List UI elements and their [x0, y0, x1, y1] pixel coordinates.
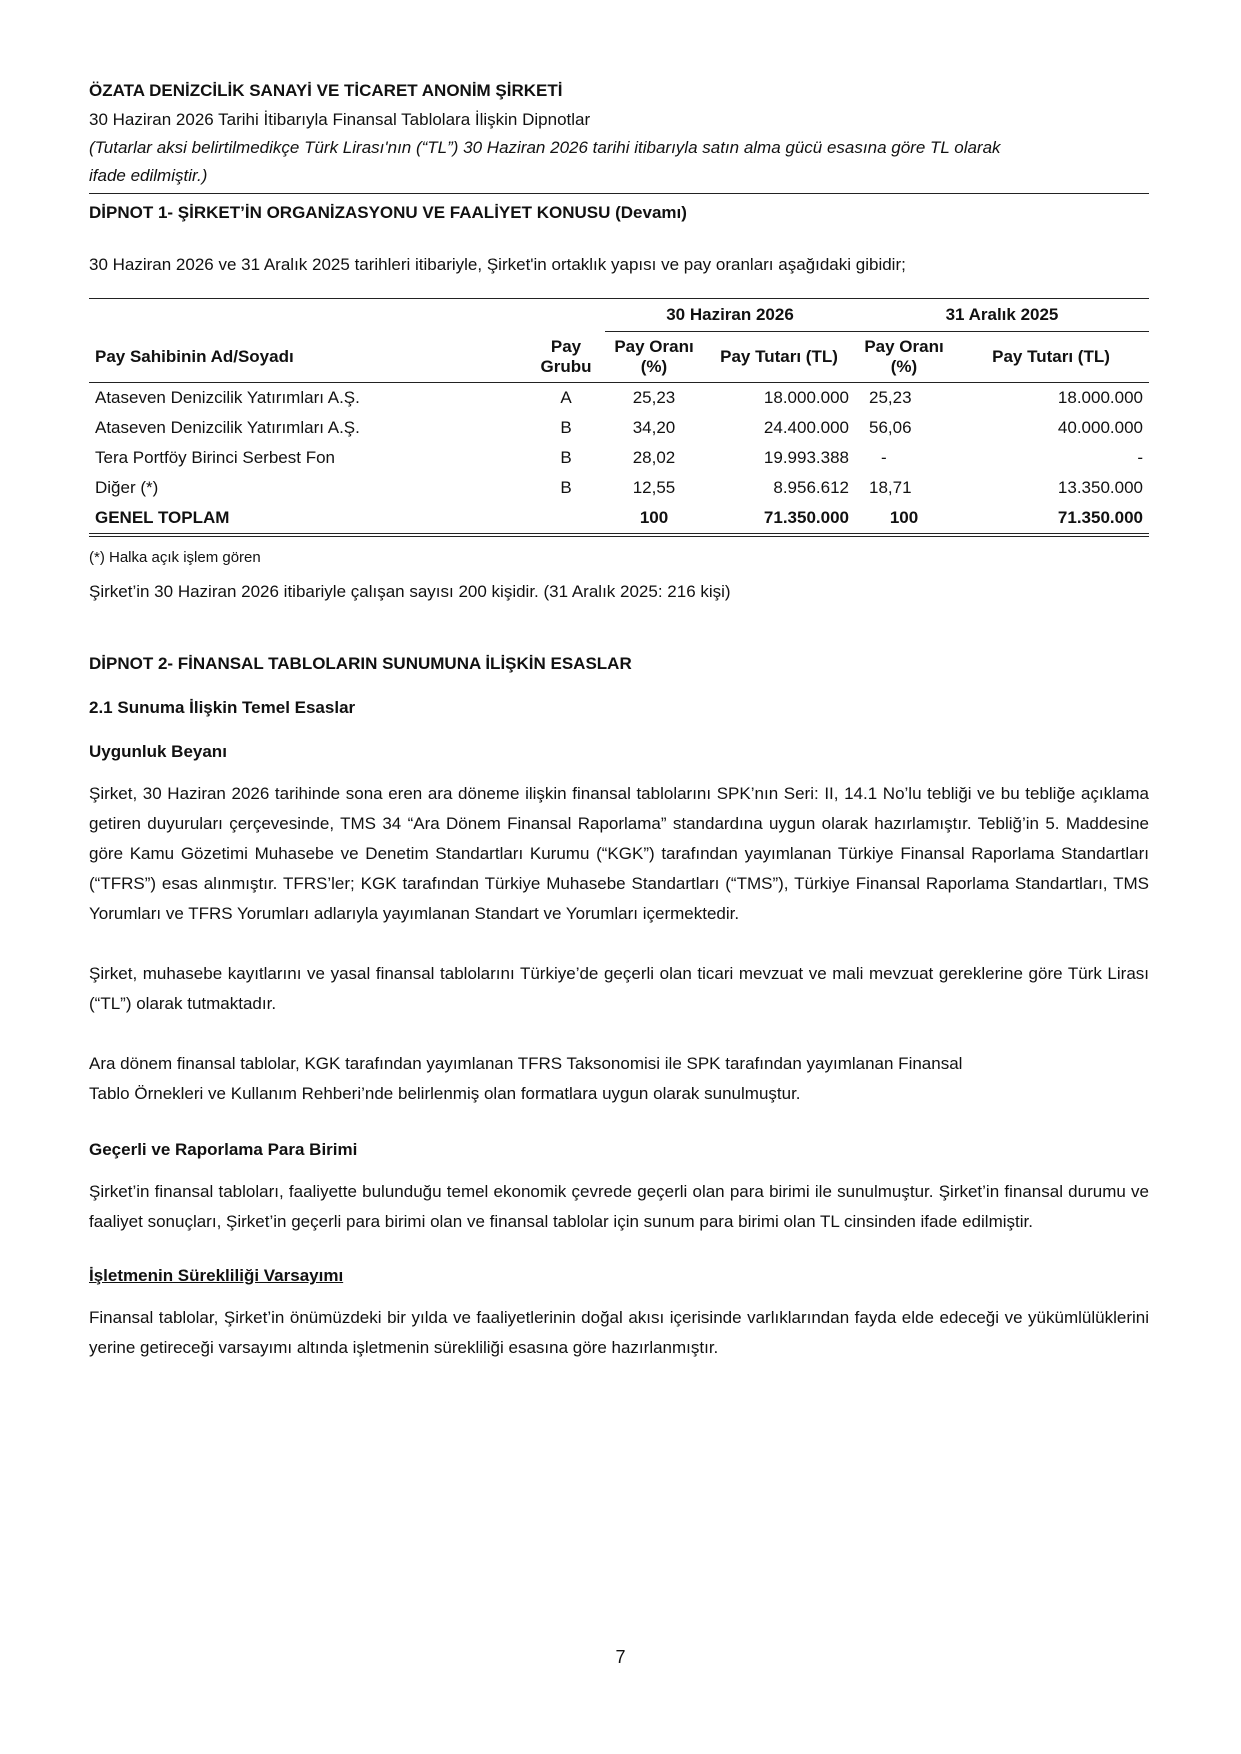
- col-header-ratio-2026: Pay Oranı (%): [605, 332, 703, 383]
- shareholder-table: [89, 298, 1149, 537]
- header-divider: [89, 193, 1149, 194]
- compliance-paragraph: Şirket, 30 Haziran 2026 tarihinde sona eren ara döneme ilişkin finansal tablolarını SPK’nın Seri: II, 14.1 No’lu tebliği ve bu tebliğe açıklama getiren duyuruları çerçevesinde, TMS 34 “Ara Dönem Finansal Raporlama” standardına uygun olarak hazırlamıştır. Tebliğ’in 5. Maddesine göre Kamu Gözetimi Muhasebe ve Denetim Standartları Kurumu (“KGK”) tarafından yayımlanan Türkiye Finansal Raporlama Standartları (“TFRS”) esas alınmıştır. TFRS’ler; KGK tarafından Türkiye Muhasebe Standartları (“TMS”), Türkiye Finansal Raporlama Standartları, TMS Yorumları ve TFRS Yorumları adlarıyla yayımlanan Standart ve Yorumları içermektedir.: [89, 784, 1149, 923]
- table-total-row: GENEL TOPLAM 100 71.350.000 100 71.350.000: [89, 503, 1149, 535]
- note1-intro: 30 Haziran 2026 ve 31 Aralık 2025 tarihleri itibariyle, Şirket'in ortaklık yapısı ve pay oranları aşağıdaki gibidir;: [89, 255, 906, 274]
- currency-paragraph: Şirket’in finansal tabloları, faaliyette bulunduğu temel ekonomik çevrede geçerli olan para birimi ile sunulmuştur. Şirket’in finansal durumu ve faaliyet sonuçları, Şirket’in geçerli para birimi olan ve finansal tablolar için sunum para birimi olan TL cinsinden ifade edilmiştir.: [89, 1182, 1149, 1231]
- period-header-2026: 30 Haziran 2026: [605, 299, 855, 332]
- employee-count: Şirket’in 30 Haziran 2026 itibariyle çalışan sayısı 200 kişidir. (31 Aralık 2025: 216 kişi): [89, 582, 731, 601]
- report-subtitle: 30 Haziran 2026 Tarihi İtibarıyla Finansal Tablolara İlişkin Dipnotlar: [89, 110, 591, 129]
- table-footnote: (*) Halka açık işlem gören: [89, 549, 261, 566]
- period-header-2025: 31 Aralık 2025: [855, 299, 1149, 332]
- note2-title: DİPNOT 2- FİNANSAL TABLOLARIN SUNUMUNA İLİŞKİN ESASLAR: [89, 654, 632, 673]
- col-header-group: Pay Grubu: [527, 332, 605, 383]
- col-header-amount-2026: Pay Tutarı (TL): [703, 332, 855, 383]
- table-row: Ataseven Denizcilik Yatırımları A.Ş. A 25,23 18.000.000 25,23 18.000.000: [95, 388, 1143, 407]
- page-number: 7: [615, 1647, 626, 1667]
- table-row: Tera Portföy Birinci Serbest Fon B 28,02 19.993.388 - -: [95, 448, 1143, 467]
- col-header-amount-2025: Pay Tutarı (TL): [953, 332, 1149, 383]
- col-header-name: Pay Sahibinin Ad/Soyadı: [89, 332, 527, 383]
- records-paragraph: Şirket, muhasebe kayıtlarını ve yasal finansal tablolarını Türkiye’de geçerli olan ticari mevzuat ve mali mevzuat gereklerine göre Türk Lirası (“TL”) olarak tutmaktadır.: [89, 964, 1149, 1013]
- currency-note-line2: ifade edilmiştir.): [89, 166, 208, 185]
- going-concern-paragraph: Finansal tablolar, Şirket’in önümüzdeki bir yılda ve faaliyetlerinin doğal akısı içerisinde varlıklarından fayda elde edeceği ve yükümlülüklerini yerine getireceği varsayımı altında işletmenin sürekliliği esasına göre hazırlanmıştır.: [89, 1308, 1149, 1357]
- section-2-1-title: 2.1 Sunuma İlişkin Temel Esaslar: [89, 698, 356, 717]
- going-concern-heading: İşletmenin Sürekliliği Varsayımı: [89, 1266, 344, 1285]
- note1-title: DİPNOT 1- ŞİRKET’İN ORGANİZASYONU VE FAALİYET KONUSU (Devamı): [89, 203, 687, 222]
- currency-heading: Geçerli ve Raporlama Para Birimi: [89, 1140, 358, 1159]
- table-row: Ataseven Denizcilik Yatırımları A.Ş. B 34,20 24.400.000 56,06 40.000.000: [95, 418, 1143, 437]
- compliance-heading: Uygunluk Beyanı: [89, 742, 227, 761]
- col-header-ratio-2025: Pay Oranı (%): [855, 332, 953, 383]
- document-page: [89, 78, 1149, 1363]
- currency-note-line1: (Tutarlar aksi belirtilmedikçe Türk Lirası'nın (“TL”) 30 Haziran 2026 tarihi itibarıyla satın alma gücü esasına göre TL olarak: [89, 138, 1001, 157]
- table-row: Diğer (*) B 12,55 8.956.612 18,71 13.350.000: [95, 478, 1143, 497]
- format-paragraph: Ara dönem finansal tablolar, KGK tarafından yayımlanan TFRS Taksonomisi ile SPK tarafından yayımlanan Finansal Tablo Örnekleri ve Kullanım Rehberi’nde belirlenmiş olan formatlara uygun olarak sunulmuştur.: [89, 1054, 963, 1103]
- company-name: ÖZATA DENİZCİLİK SANAYİ VE TİCARET ANONİM ŞİRKETİ: [89, 81, 563, 100]
